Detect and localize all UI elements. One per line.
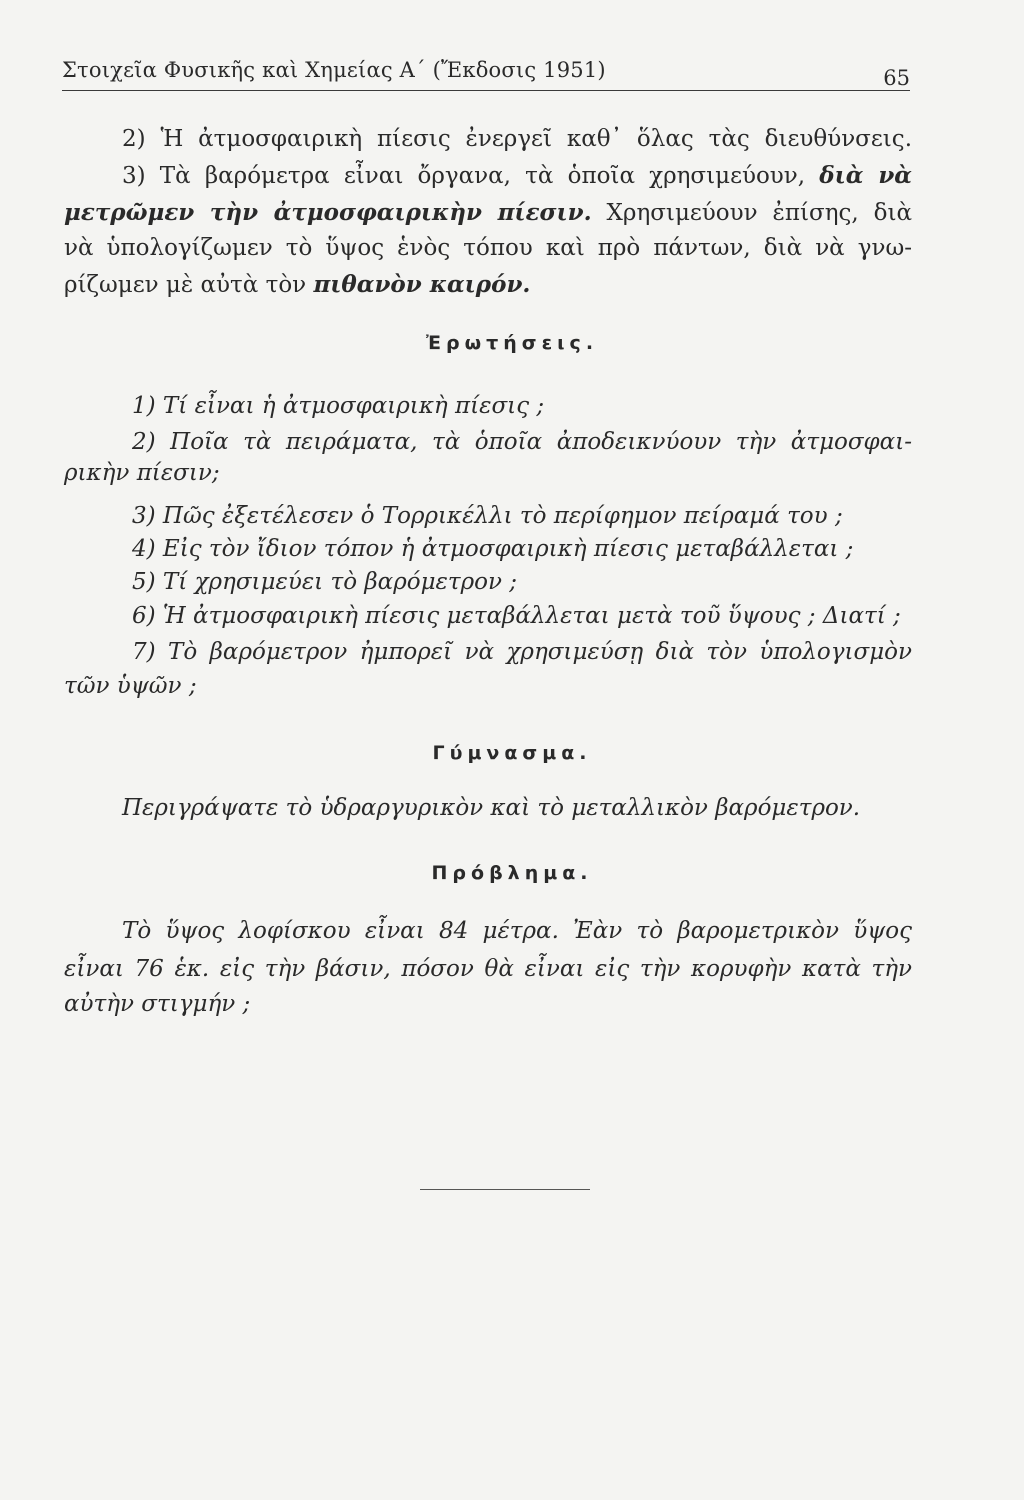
question-1: 1) Τί εἶναι ἡ ἀτμοσφαιρικὴ πίεσις ; xyxy=(132,393,545,419)
running-header xyxy=(62,56,910,96)
question-3: 3) Πῶς ἐξετέλεσεν ὁ Τορρικέλλι τὸ περίφημον πείραμά του ; xyxy=(132,503,843,529)
summary-point-3-line-3: νὰ ὑπολογίζωμεν τὸ ὕψος ἑνὸς τόπου καὶ πρὸ πάντων, διὰ νὰ γνω- xyxy=(64,235,912,261)
question-6: 6) Ἡ ἀτμοσφαιρικὴ πίεσις μεταβάλλεται μετὰ τοῦ ὕψους ; Διατί ; xyxy=(132,603,901,629)
problem-line-2: εἶναι 76 ἑκ. εἰς τὴν βάσιν, πόσον θὰ εἶναι εἰς τὴν κορυφὴν κατὰ τὴν xyxy=(64,956,912,982)
summary-point-3-line-2 xyxy=(64,201,912,225)
exercise-heading: Γύμνασμα. xyxy=(432,742,592,764)
header-title: Στοιχεῖα Φυσικῆς καὶ Χημείας Α΄ (Ἔκδοσις 1951) xyxy=(62,58,606,82)
question-7-line-1: 7) Τὸ βαρόμετρον ἠμπορεῖ νὰ χρησιμεύσῃ διὰ τὸν ὑπολογισμὸν xyxy=(132,639,912,665)
end-rule xyxy=(420,1189,590,1190)
page-number: 65 xyxy=(883,66,910,90)
summary-point-3-line-4 xyxy=(64,273,530,297)
emphasis-text: διὰ νὰ xyxy=(819,162,912,189)
header-rule xyxy=(62,90,910,91)
emphasis-text: πιθανὸν καιρόν. xyxy=(313,271,531,298)
summary-point-3-line-1 xyxy=(122,164,912,188)
summary-point-2: 2) Ἡ ἀτμοσφαιρικὴ πίεσις ἐνεργεῖ καθ᾿ ὅλας τὰς διευθύνσεις. xyxy=(122,126,912,152)
questions-heading: Ἐρωτήσεις. xyxy=(425,332,599,354)
question-7-line-2: τῶν ὑψῶν ; xyxy=(64,673,197,699)
summary-text: Χρησιμεύουν ἐπίσης, διὰ xyxy=(606,200,913,226)
summary-text: ρίζωμεν μὲ αὐτὰ τὸν xyxy=(64,272,307,298)
emphasis-text: μετρῶμεν τὴν ἀτμοσφαιρικὴν πίεσιν. xyxy=(64,199,592,226)
problem-line-3: αὐτὴν στιγμήν ; xyxy=(64,991,251,1017)
question-5: 5) Τί χρησιμεύει τὸ βαρόμετρον ; xyxy=(132,569,517,595)
question-4: 4) Εἰς τὸν ἴδιον τόπον ἡ ἀτμοσφαιρικὴ πίεσις μεταβάλλεται ; xyxy=(132,536,854,562)
exercise-text: Περιγράψατε τὸ ὑδραργυρικὸν καὶ τὸ μεταλλικὸν βαρόμετρον. xyxy=(122,795,861,821)
question-2-line-1: 2) Ποῖα τὰ πειράματα, τὰ ὁποῖα ἀποδεικνύουν τὴν ἀτμοσφαι- xyxy=(132,429,912,455)
problem-heading: Πρόβλημα. xyxy=(431,862,593,884)
summary-text: 3) Τὰ βαρόμετρα εἶναι ὄργανα, τὰ ὁποῖα χρησιμεύουν, xyxy=(122,163,806,189)
question-2-line-2: ρικὴν πίεσιν; xyxy=(64,460,220,486)
problem-line-1: Τὸ ὕψος λοφίσκου εἶναι 84 μέτρα. Ἐὰν τὸ βαρομετρικὸν ὕψος xyxy=(122,918,912,944)
